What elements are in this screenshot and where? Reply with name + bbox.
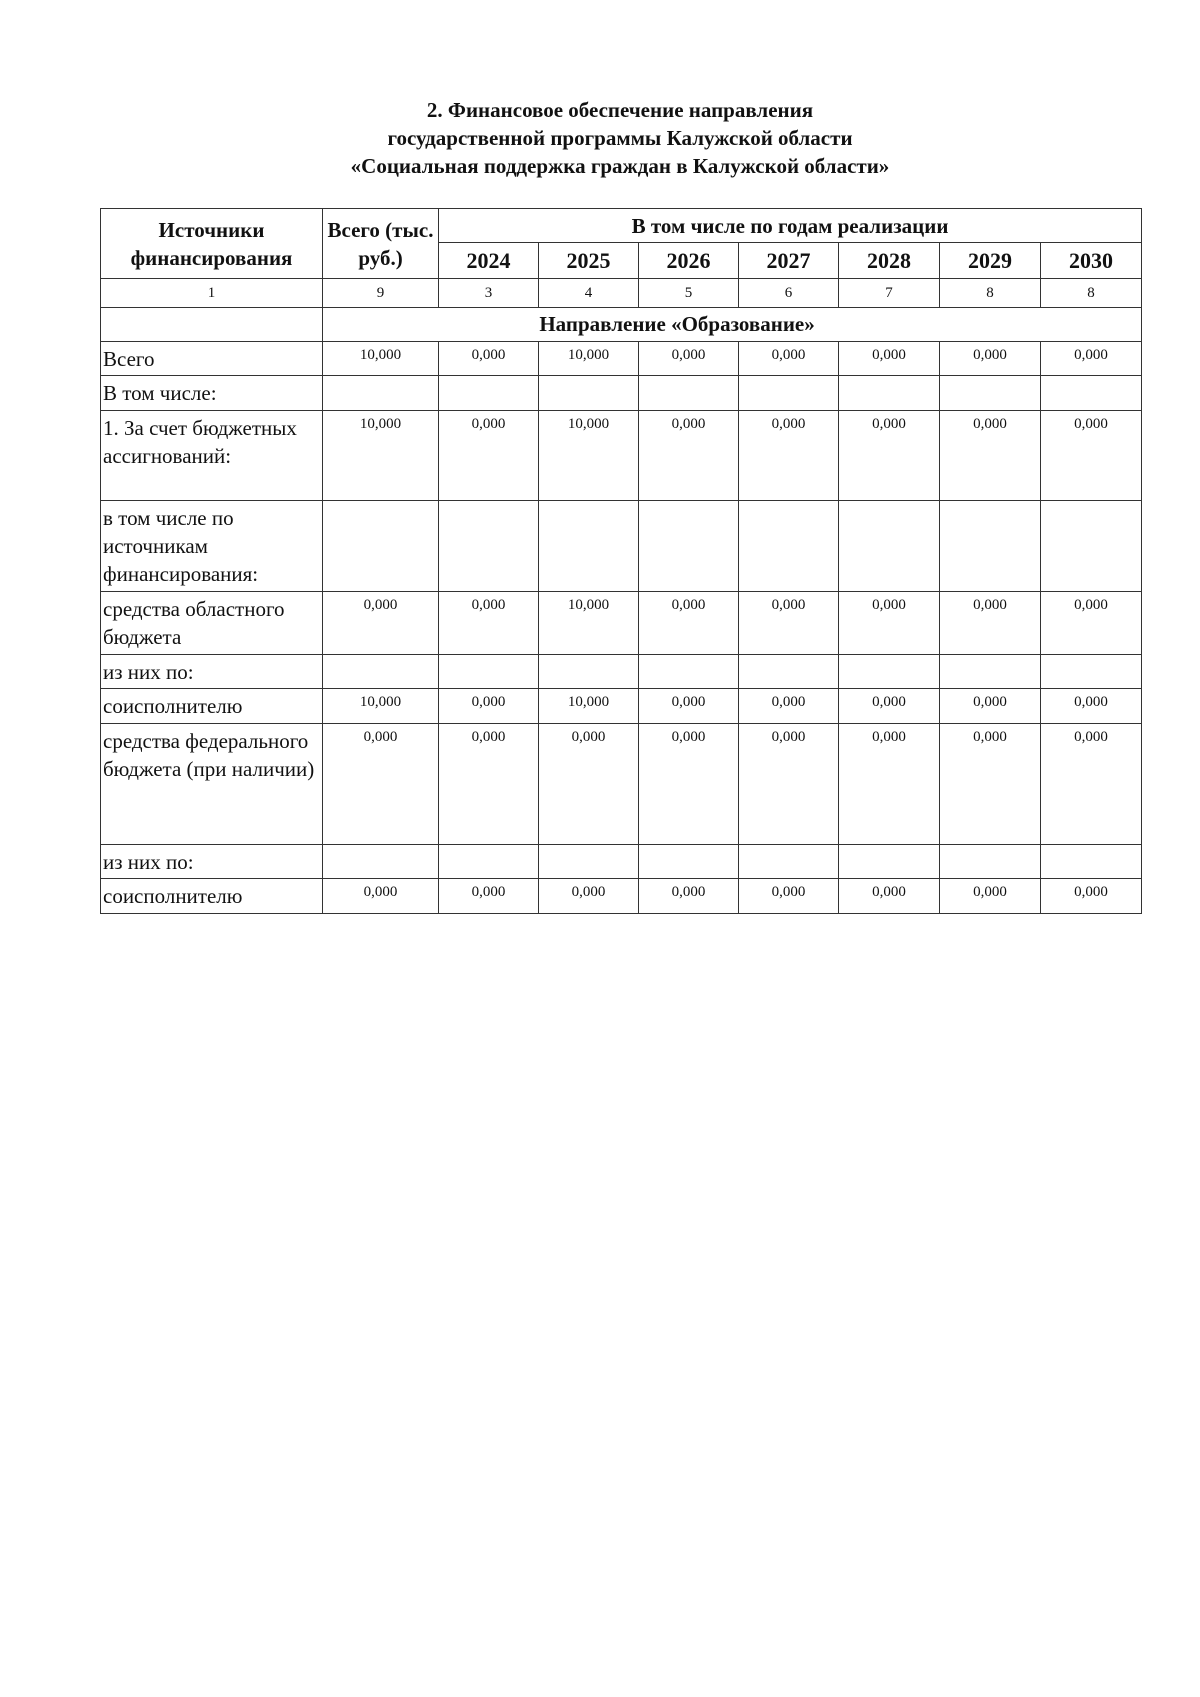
row-value: 0,000: [940, 879, 1041, 914]
table-row: [101, 655, 1142, 689]
row-value: 0,000: [739, 411, 839, 501]
direction-row: [101, 308, 1142, 342]
row-value: 0,000: [439, 724, 539, 845]
row-value: [539, 376, 639, 411]
row-value: [940, 655, 1041, 689]
column-number: 3: [439, 279, 539, 308]
table-row: [101, 592, 1142, 655]
column-number-row: [101, 279, 1142, 308]
row-value: 0,000: [940, 342, 1041, 376]
row-label: из них по:: [101, 845, 323, 879]
row-value: 0,000: [323, 879, 439, 914]
row-value: 0,000: [940, 689, 1041, 724]
header-year: 2026: [639, 243, 739, 279]
row-value: 0,000: [639, 342, 739, 376]
row-value: 0,000: [839, 411, 940, 501]
title-line-2: государственной программы Калужской области: [387, 126, 853, 150]
row-value: 10,000: [539, 689, 639, 724]
row-label: В том числе:: [101, 376, 323, 411]
row-value: [539, 501, 639, 592]
table-row: [101, 411, 1142, 501]
row-value: 0,000: [839, 879, 940, 914]
row-value: [940, 376, 1041, 411]
row-value: 10,000: [323, 411, 439, 501]
row-value: 0,000: [739, 342, 839, 376]
direction-title: Направление «Образование»: [323, 308, 1142, 342]
row-value: [323, 376, 439, 411]
row-value: 0,000: [1041, 689, 1142, 724]
row-value: 10,000: [323, 342, 439, 376]
header-year: 2028: [839, 243, 940, 279]
table-row: [101, 845, 1142, 879]
row-value: [323, 501, 439, 592]
row-value: 0,000: [439, 689, 539, 724]
row-value: 0,000: [639, 724, 739, 845]
row-value: [323, 655, 439, 689]
row-value: [739, 655, 839, 689]
row-value: [439, 655, 539, 689]
row-value: 0,000: [839, 342, 940, 376]
row-value: 0,000: [739, 879, 839, 914]
row-value: 0,000: [1041, 411, 1142, 501]
row-value: [439, 501, 539, 592]
row-value: 0,000: [839, 724, 940, 845]
table-row: [101, 879, 1142, 914]
row-value: [839, 845, 940, 879]
row-value: 0,000: [539, 879, 639, 914]
row-label: из них по:: [101, 655, 323, 689]
header-by-years: В том числе по годам реализации: [439, 209, 1142, 243]
row-value: [739, 376, 839, 411]
header-year: 2027: [739, 243, 839, 279]
header-sources: Источники финансирования: [101, 209, 323, 279]
row-value: 0,000: [1041, 342, 1142, 376]
column-number: 7: [839, 279, 940, 308]
column-number: 8: [940, 279, 1041, 308]
row-value: [439, 845, 539, 879]
row-value: 0,000: [839, 689, 940, 724]
row-value: 0,000: [940, 411, 1041, 501]
row-value: [1041, 376, 1142, 411]
row-value: [839, 376, 940, 411]
row-value: [639, 501, 739, 592]
row-value: 0,000: [439, 411, 539, 501]
row-value: 0,000: [639, 879, 739, 914]
row-label: средства областного бюджета: [101, 592, 323, 655]
row-label: 1. За счет бюджетных ассигнований:: [101, 411, 323, 501]
table-row: [101, 501, 1142, 592]
row-value: [1041, 501, 1142, 592]
header-year: 2030: [1041, 243, 1142, 279]
row-value: [539, 655, 639, 689]
column-number: 5: [639, 279, 739, 308]
row-value: [839, 501, 940, 592]
row-value: 0,000: [539, 724, 639, 845]
row-value: [739, 501, 839, 592]
row-value: 0,000: [639, 689, 739, 724]
row-value: 0,000: [940, 724, 1041, 845]
row-label: в том числе по источникам финансирования:: [101, 501, 323, 592]
row-value: [1041, 655, 1142, 689]
row-value: 10,000: [539, 592, 639, 655]
row-value: 0,000: [839, 592, 940, 655]
row-value: 0,000: [739, 689, 839, 724]
row-value: 0,000: [639, 411, 739, 501]
row-value: 10,000: [539, 342, 639, 376]
table-row: [101, 376, 1142, 411]
row-value: [639, 655, 739, 689]
table-row: [101, 689, 1142, 724]
header-year: 2025: [539, 243, 639, 279]
row-label: соисполнителю: [101, 689, 323, 724]
row-value: [639, 376, 739, 411]
row-value: [439, 376, 539, 411]
row-value: 0,000: [1041, 592, 1142, 655]
row-value: [739, 845, 839, 879]
row-value: [1041, 845, 1142, 879]
direction-spacer-cell: [101, 308, 323, 342]
column-number: 1: [101, 279, 323, 308]
row-label: Всего: [101, 342, 323, 376]
row-value: [839, 655, 940, 689]
row-label: соисполнителю: [101, 879, 323, 914]
row-label: средства федерального бюджета (при наличии): [101, 724, 323, 845]
column-number: 8: [1041, 279, 1142, 308]
row-value: 0,000: [323, 592, 439, 655]
row-value: 0,000: [1041, 879, 1142, 914]
title-line-3: «Социальная поддержка граждан в Калужской области»: [350, 154, 890, 178]
row-value: 0,000: [439, 879, 539, 914]
financing-table: [100, 208, 1142, 914]
row-value: [539, 845, 639, 879]
row-value: 10,000: [323, 689, 439, 724]
header-year: 2029: [940, 243, 1041, 279]
row-value: 0,000: [323, 724, 439, 845]
row-value: 10,000: [539, 411, 639, 501]
row-value: 0,000: [1041, 724, 1142, 845]
table-body: [101, 342, 1142, 914]
row-value: 0,000: [439, 592, 539, 655]
table-row: [101, 724, 1142, 845]
row-value: [323, 845, 439, 879]
column-number: 9: [323, 279, 439, 308]
page-title: [0, 96, 1200, 180]
header-total: Всего (тыс. руб.): [323, 209, 439, 279]
row-value: [639, 845, 739, 879]
row-value: 0,000: [639, 592, 739, 655]
column-number: 4: [539, 279, 639, 308]
header-year: 2024: [439, 243, 539, 279]
row-value: 0,000: [940, 592, 1041, 655]
column-number: 6: [739, 279, 839, 308]
row-value: 0,000: [439, 342, 539, 376]
row-value: [940, 845, 1041, 879]
title-line-1: 2. Финансовое обеспечение направления: [426, 98, 814, 122]
row-value: [940, 501, 1041, 592]
row-value: 0,000: [739, 724, 839, 845]
table-row: [101, 342, 1142, 376]
row-value: 0,000: [739, 592, 839, 655]
